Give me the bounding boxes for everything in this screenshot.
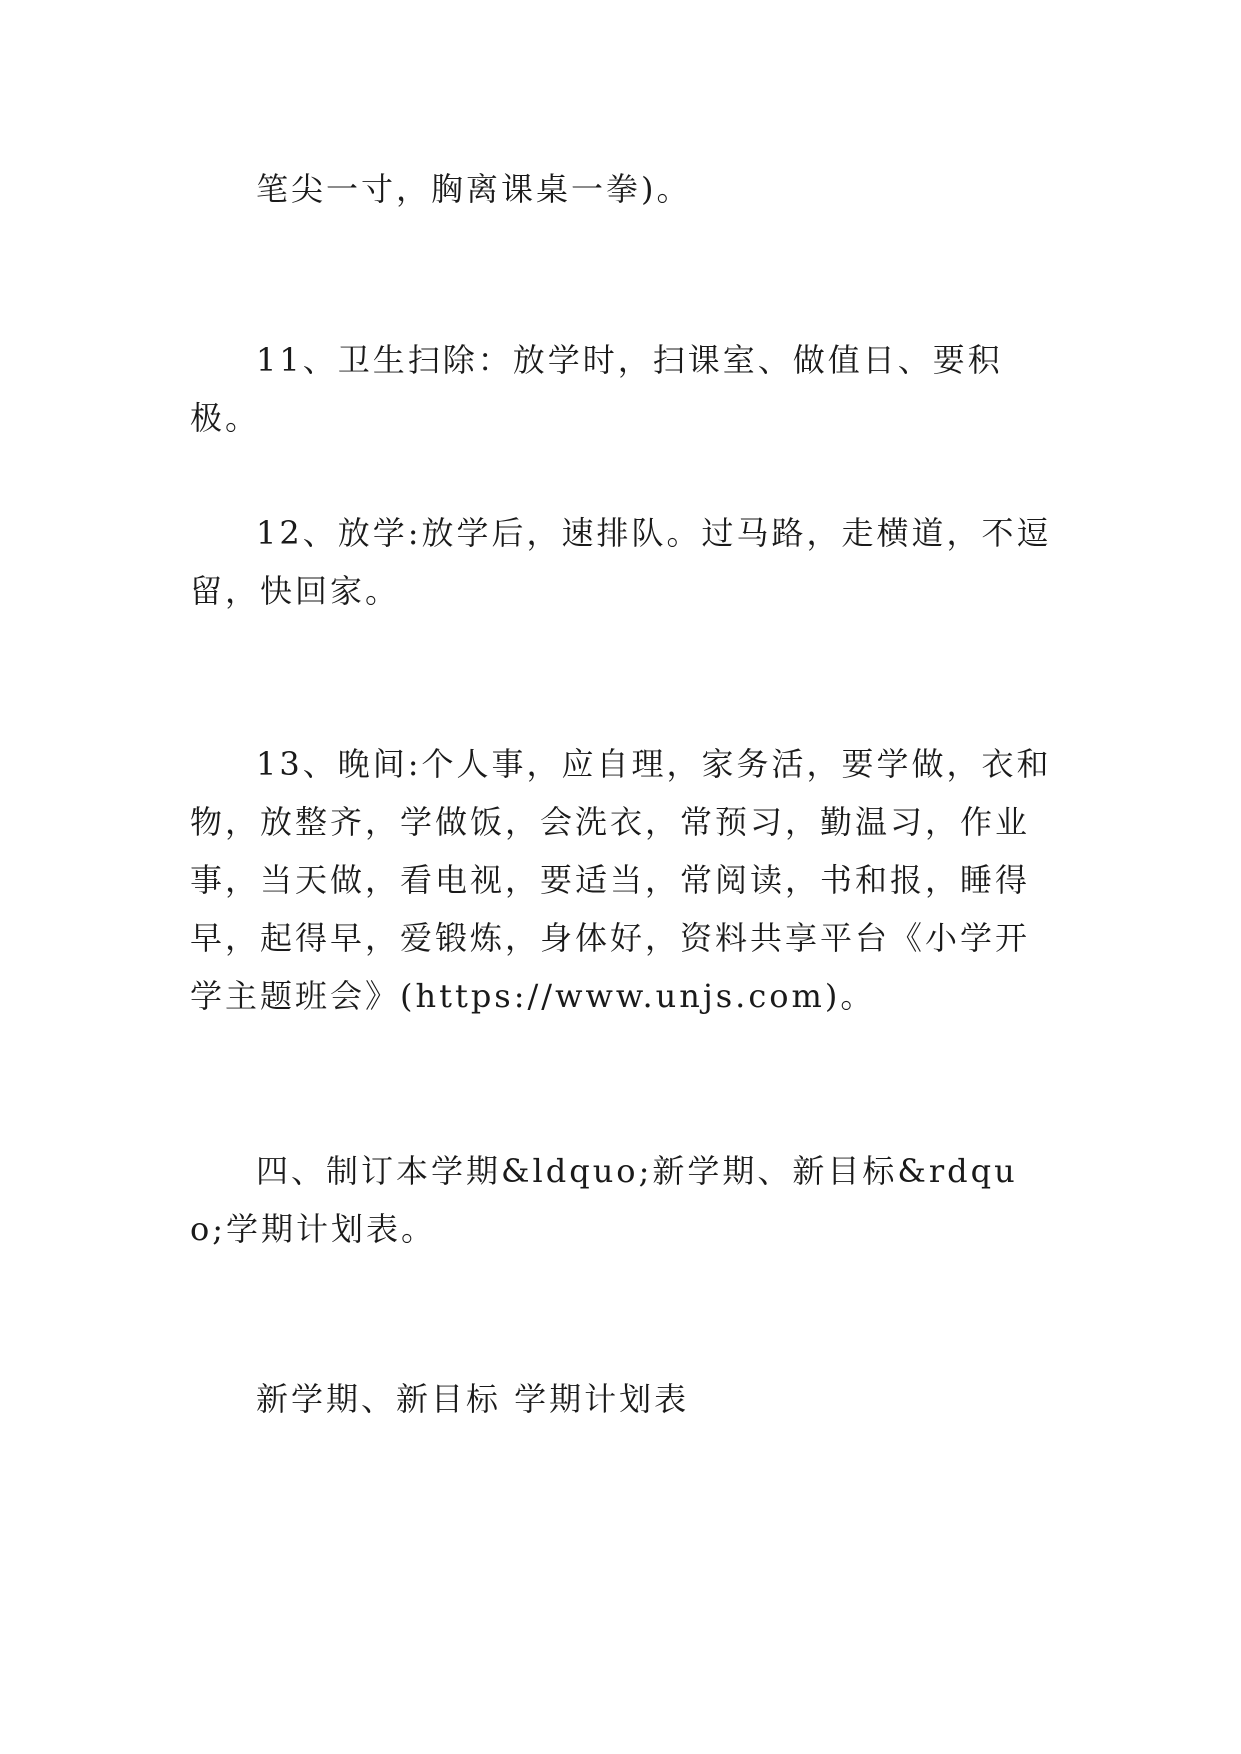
paragraph-item-12-dismissal: 12、放学:放学后，速排队。过马路，走横道，不逗留，快回家。 [190,514,1052,610]
paragraph-item-13-evening: 13、晚间:个人事，应自理，家务活，要学做，衣和物，放整齐，学做饭，会洗衣，常预习，勤温习，作业事，当天做，看电视，要适当，常阅读，书和报，睡得早，起得早，爱锻炼，身体好，资料共享平台《小学开学主题班会》(https://www.unjs.com)。 [190,745,1052,1015]
paragraph-item-11-cleaning: 11、卫生扫除：放学时，扫课室、做值日、要积极。 [190,341,1003,437]
paragraph-section-4-plan: 四、制订本学期&ldquo;新学期、新目标&rdquo;学期计划表。 [190,1152,1018,1248]
paragraph-posture-end: 笔尖一寸，胸离课桌一拳)。 [256,170,692,208]
plan-table-title: 新学期、新目标 学期计划表 [256,1380,690,1418]
